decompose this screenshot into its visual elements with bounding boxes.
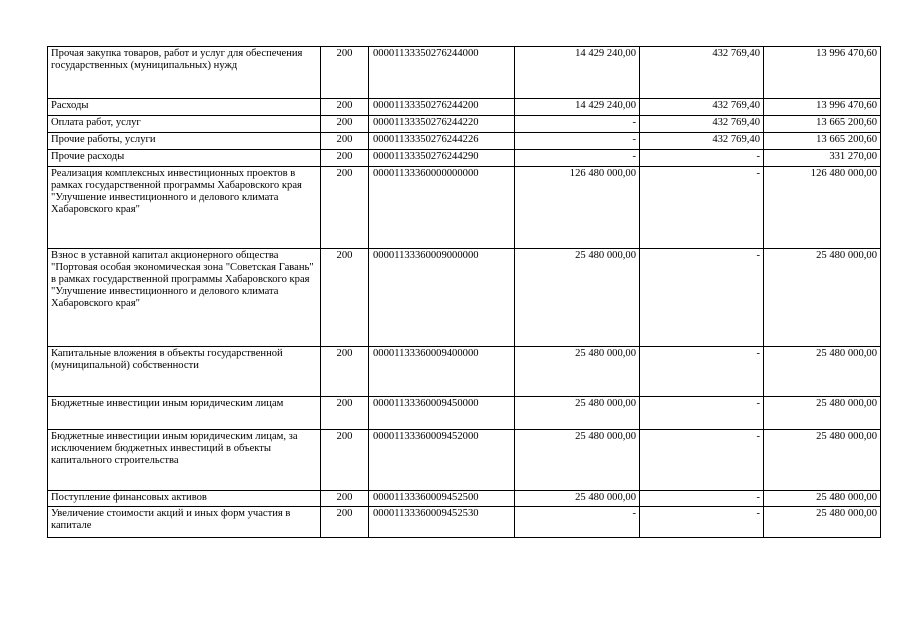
- cell-approved-amount: -: [515, 133, 640, 150]
- cell-budget-classification-code: 00001133350276244000: [369, 47, 515, 99]
- cell-executed-amount: -: [640, 167, 764, 249]
- cell-line-code: 200: [321, 167, 369, 249]
- table-row: [48, 430, 881, 491]
- cell-approved-amount: -: [515, 116, 640, 133]
- cell-unexecuted-amount: 13 996 470,60: [764, 47, 881, 99]
- cell-approved-amount: 14 429 240,00: [515, 99, 640, 116]
- cell-approved-amount: -: [515, 150, 640, 167]
- cell-line-code: 200: [321, 430, 369, 491]
- cell-budget-classification-code: 00001133360009000000: [369, 249, 515, 347]
- cell-indicator-name: Расходы: [48, 99, 321, 116]
- cell-unexecuted-amount: 331 270,00: [764, 150, 881, 167]
- table-row: [48, 150, 881, 167]
- table-row: [48, 249, 881, 347]
- cell-approved-amount: 126 480 000,00: [515, 167, 640, 249]
- table-row: [48, 47, 881, 99]
- table-row: [48, 507, 881, 538]
- cell-executed-amount: 432 769,40: [640, 99, 764, 116]
- cell-approved-amount: -: [515, 507, 640, 538]
- cell-approved-amount: 25 480 000,00: [515, 347, 640, 397]
- cell-executed-amount: 432 769,40: [640, 47, 764, 99]
- cell-line-code: 200: [321, 397, 369, 430]
- table-row: [48, 491, 881, 507]
- cell-indicator-name: Прочие работы, услуги: [48, 133, 321, 150]
- cell-approved-amount: 25 480 000,00: [515, 430, 640, 491]
- cell-indicator-name: Бюджетные инвестиции иным юридическим лицам: [48, 397, 321, 430]
- cell-line-code: 200: [321, 47, 369, 99]
- cell-indicator-name: Капитальные вложения в объекты государственной (муниципальной) собственности: [48, 347, 321, 397]
- cell-approved-amount: 25 480 000,00: [515, 491, 640, 507]
- cell-line-code: 200: [321, 116, 369, 133]
- cell-executed-amount: -: [640, 430, 764, 491]
- cell-unexecuted-amount: 25 480 000,00: [764, 491, 881, 507]
- cell-executed-amount: -: [640, 397, 764, 430]
- cell-executed-amount: -: [640, 150, 764, 167]
- cell-approved-amount: 25 480 000,00: [515, 249, 640, 347]
- cell-unexecuted-amount: 25 480 000,00: [764, 249, 881, 347]
- cell-line-code: 200: [321, 491, 369, 507]
- cell-indicator-name: Оплата работ, услуг: [48, 116, 321, 133]
- cell-unexecuted-amount: 126 480 000,00: [764, 167, 881, 249]
- table-row: [48, 347, 881, 397]
- cell-budget-classification-code: 00001133360009450000: [369, 397, 515, 430]
- cell-executed-amount: -: [640, 249, 764, 347]
- table-body: [48, 47, 881, 538]
- budget-execution-table: [47, 46, 881, 538]
- cell-approved-amount: 25 480 000,00: [515, 397, 640, 430]
- cell-unexecuted-amount: 25 480 000,00: [764, 397, 881, 430]
- cell-executed-amount: -: [640, 491, 764, 507]
- cell-executed-amount: 432 769,40: [640, 133, 764, 150]
- table-row: [48, 133, 881, 150]
- cell-unexecuted-amount: 13 665 200,60: [764, 116, 881, 133]
- cell-budget-classification-code: 00001133350276244290: [369, 150, 515, 167]
- table-row: [48, 116, 881, 133]
- cell-line-code: 200: [321, 99, 369, 116]
- cell-unexecuted-amount: 13 665 200,60: [764, 133, 881, 150]
- cell-unexecuted-amount: 25 480 000,00: [764, 507, 881, 538]
- document-page: [47, 46, 881, 538]
- cell-unexecuted-amount: 25 480 000,00: [764, 430, 881, 491]
- cell-executed-amount: -: [640, 347, 764, 397]
- cell-budget-classification-code: 00001133360009452000: [369, 430, 515, 491]
- cell-budget-classification-code: 00001133360009400000: [369, 347, 515, 397]
- cell-indicator-name: Увеличение стоимости акций и иных форм участия в капитале: [48, 507, 321, 538]
- cell-line-code: 200: [321, 133, 369, 150]
- cell-indicator-name: Прочая закупка товаров, работ и услуг для обеспечения государственных (муниципальных) нужд: [48, 47, 321, 99]
- table-row: [48, 99, 881, 116]
- cell-approved-amount: 14 429 240,00: [515, 47, 640, 99]
- cell-budget-classification-code: 00001133350276244226: [369, 133, 515, 150]
- cell-budget-classification-code: 00001133360000000000: [369, 167, 515, 249]
- cell-line-code: 200: [321, 347, 369, 397]
- cell-indicator-name: Реализация комплексных инвестиционных проектов в рамках государственной программы Хабаровского края "Улучшение инвестиционного и делового климата Хабаровского края": [48, 167, 321, 249]
- table-row: [48, 167, 881, 249]
- cell-budget-classification-code: 00001133360009452530: [369, 507, 515, 538]
- cell-line-code: 200: [321, 507, 369, 538]
- cell-budget-classification-code: 00001133360009452500: [369, 491, 515, 507]
- cell-indicator-name: Поступление финансовых активов: [48, 491, 321, 507]
- cell-executed-amount: 432 769,40: [640, 116, 764, 133]
- table-row: [48, 397, 881, 430]
- cell-unexecuted-amount: 25 480 000,00: [764, 347, 881, 397]
- cell-budget-classification-code: 00001133350276244200: [369, 99, 515, 116]
- cell-executed-amount: -: [640, 507, 764, 538]
- cell-indicator-name: Бюджетные инвестиции иным юридическим лицам, за исключением бюджетных инвестиций в объекты капитального строительства: [48, 430, 321, 491]
- cell-indicator-name: Прочие расходы: [48, 150, 321, 167]
- cell-budget-classification-code: 00001133350276244220: [369, 116, 515, 133]
- cell-unexecuted-amount: 13 996 470,60: [764, 99, 881, 116]
- cell-line-code: 200: [321, 249, 369, 347]
- cell-line-code: 200: [321, 150, 369, 167]
- cell-indicator-name: Взнос в уставной капитал акционерного общества "Портовая особая экономическая зона "Советская Гавань" в рамках государственной программы Хабаровского края "Улучшение инвестиционного и делового климата Хабаровского края": [48, 249, 321, 347]
